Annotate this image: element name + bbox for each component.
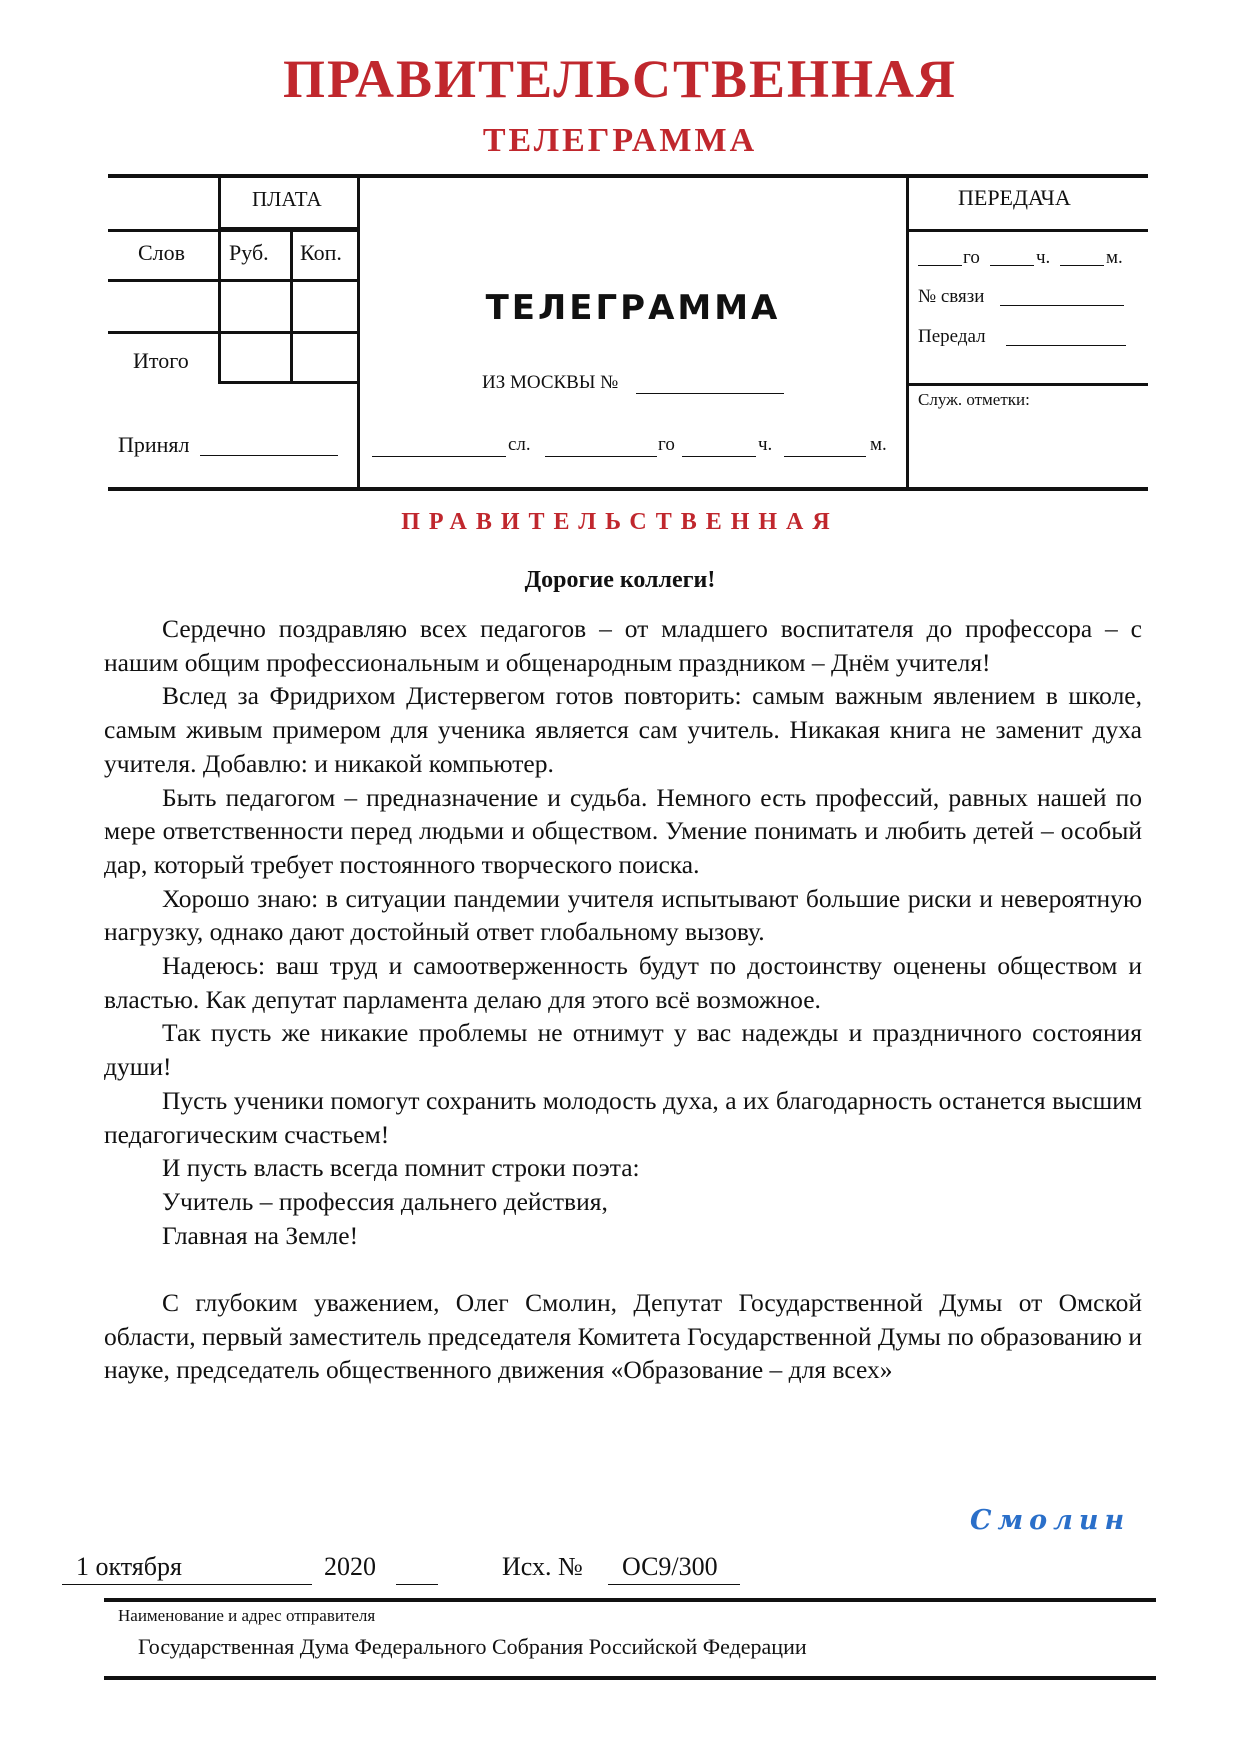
paragraph: Быть педагогом – предназначение и судьба. Немного есть профессий, равных нашей по мере ответственности перед людьми и обществом. Умение понимать и любить детей – особый дар, который требует постоянного творческого поиска. xyxy=(104,782,1142,879)
grid-line xyxy=(108,331,357,334)
form-bottom-border xyxy=(108,487,1148,491)
paragraph: Сердечно поздравляю всех педагогов – от младшего воспитателя до профессора – с нашим общим профессиональным и общенародным праздником – Днём учителя! xyxy=(104,614,1142,677)
letter-body xyxy=(104,612,1142,1387)
date-value: 1 октября xyxy=(76,1552,182,1581)
paragraph: Надеюсь: ваш труд и самоотверженность будут по достоинству оценены обществом и властью. Как депутат парламента делаю для этого всё возможное. xyxy=(104,951,1142,1014)
ish-label: Исх. № xyxy=(502,1552,583,1581)
svyazi-label: № связи xyxy=(918,286,985,307)
header-title: ПРАВИТЕЛЬСТВЕННАЯ xyxy=(282,49,958,109)
blank-line xyxy=(545,456,657,457)
banner-text: ПРАВИТЕЛЬСТВЕННАЯ xyxy=(401,509,839,535)
m-label: м. xyxy=(870,434,887,455)
blank-line xyxy=(990,265,1034,266)
m-label-right: м. xyxy=(1106,247,1123,268)
paragraph: Хорошо знаю: в ситуации пандемии учителя испытывают большие риски и невероятную нагрузку, однако дают достойный ответ глобальному вызову. xyxy=(104,883,1142,947)
ch-label: ч. xyxy=(758,434,773,455)
iz-moskvy-line xyxy=(636,393,784,394)
blank-line xyxy=(918,265,962,266)
paragraph: Пусть ученики помогут сохранить молодость духа, а их благодарность останется высшим педагогическим счастьем! xyxy=(104,1085,1142,1149)
sender-value: Государственная Дума Федерального Собрания Российской Федерации xyxy=(138,1634,807,1659)
date-line xyxy=(62,1584,312,1585)
footer-top-border xyxy=(104,1598,1156,1602)
rub-label: Руб. xyxy=(229,240,269,265)
slov-label: Слов xyxy=(138,240,186,265)
iz-moskvy-label: ИЗ МОСКВЫ № xyxy=(482,372,619,393)
itogo-label: Итого xyxy=(133,348,189,373)
ish-number: ОС9/300 xyxy=(622,1552,718,1581)
grid-line xyxy=(108,279,357,282)
poem-line: Главная на Земле! xyxy=(162,1220,359,1250)
peredal-line xyxy=(1006,345,1126,346)
signature: Смолин xyxy=(970,1505,1131,1536)
peredal-label: Передал xyxy=(918,326,986,347)
sender-label: Наименование и адрес отправителя xyxy=(118,1606,376,1625)
grid-line xyxy=(108,229,357,232)
grid-line xyxy=(906,383,1148,386)
number-line xyxy=(608,1584,740,1585)
blank-line xyxy=(1060,265,1104,266)
blank-line xyxy=(682,456,756,457)
closing: С глубоким уважением, Олег Смолин, Депутат Государственной Думы от Омской области, первый заместитель председателя Комитета Государственной Думы по образованию и науке, председатель общественного движения «Образование – для всех» xyxy=(104,1288,1142,1385)
footer-bottom-border xyxy=(104,1676,1156,1680)
year-line xyxy=(396,1584,438,1585)
telegram-title: ТЕЛЕГРАММА xyxy=(485,288,781,328)
poem-intro: И пусть власть всегда помнит строки поэта: xyxy=(162,1153,640,1183)
plata-label: ПЛАТА xyxy=(252,187,322,211)
kop-label: Коп. xyxy=(300,240,342,265)
header-subtitle: ТЕЛЕГРАММА xyxy=(482,122,758,159)
divider-right xyxy=(906,174,909,490)
blank-line xyxy=(372,456,506,457)
poem-line: Учитель – профессия дальнего действия, xyxy=(162,1186,608,1216)
prinyal-line xyxy=(200,455,338,456)
greeting: Дорогие коллеги! xyxy=(524,567,716,593)
paragraph: Так пусть же никакие проблемы не отнимут у вас надежды и праздничного состояния души! xyxy=(104,1018,1142,1082)
go-label: го xyxy=(658,434,675,455)
svyazi-line xyxy=(1000,305,1124,306)
sluzh-label: Служ. отметки: xyxy=(918,390,1030,409)
ch-label-right: ч. xyxy=(1036,247,1051,268)
divider-left xyxy=(357,174,360,490)
form-top-border xyxy=(108,174,1148,178)
grid-line xyxy=(906,229,1148,232)
grid-line xyxy=(218,381,357,384)
paragraph: Вслед за Фридрихом Дистервегом готов повторить: самым важным явлением в школе, самым живым примером для ученика является сам учитель. Никакая книга не заменит духа учителя. Добавлю: и никакой компьютер. xyxy=(104,681,1142,778)
go-label-right: го xyxy=(963,247,980,268)
grid-line xyxy=(290,229,293,384)
sl-label: сл. xyxy=(508,434,531,455)
blank-line xyxy=(784,456,866,457)
year-value: 2020 xyxy=(324,1552,376,1581)
prinyal-label: Принял xyxy=(118,432,190,457)
peredacha-label: ПЕРЕДАЧА xyxy=(958,185,1071,210)
